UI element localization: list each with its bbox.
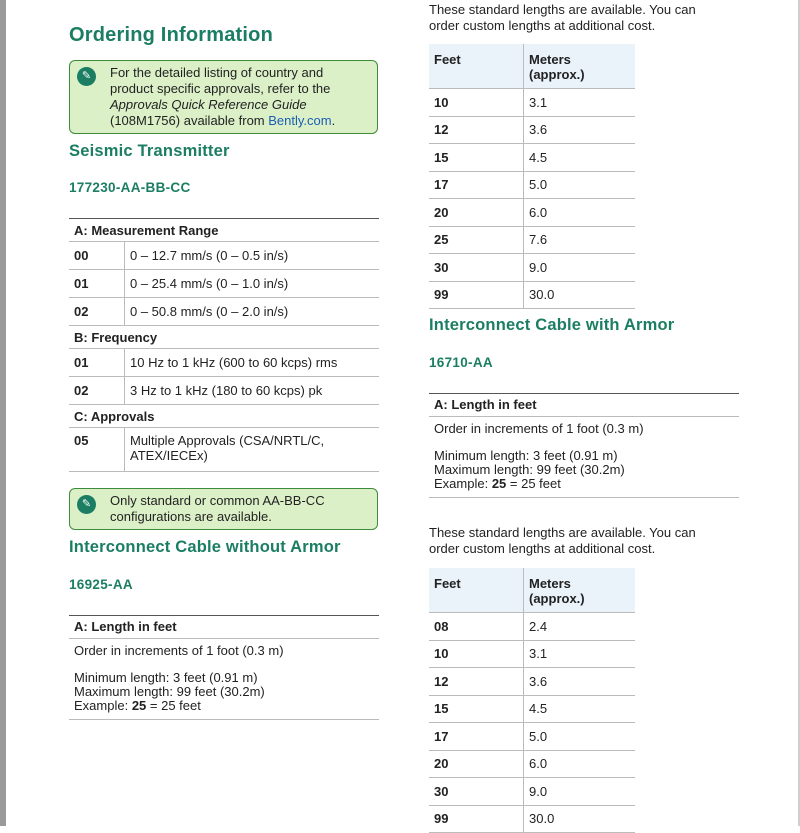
table-cell: 02 xyxy=(69,298,125,326)
page-left-edge xyxy=(0,0,6,826)
table-cell: 30 xyxy=(429,778,524,806)
cable-without-armor-title: Interconnect Cable without Armor xyxy=(69,538,341,556)
table-cell: 3.6 xyxy=(524,116,636,144)
seismic-transmitter-title: Seismic Transmitter xyxy=(69,142,230,160)
table-row xyxy=(429,750,635,778)
cable-without-armor-part-number: 16925-AA xyxy=(69,577,133,592)
table-cell: 3 Hz to 1 kHz (180 to 60 kcps) pk xyxy=(125,377,380,405)
table-cell: 0 – 12.7 mm/s (0 – 0.5 in/s) xyxy=(125,242,380,270)
table-row xyxy=(429,199,635,227)
table-row xyxy=(429,723,635,751)
table-cell: 08 xyxy=(429,613,524,641)
configuration-note-text: Only standard or common AA-BB-CC configurations are available. xyxy=(110,493,325,524)
cable-with-armor-part-number: 16710-AA xyxy=(429,355,493,370)
table-row xyxy=(429,613,635,641)
cable-with-armor-length-box: A: Length in feet Order in increments of 1 foot (0.3 m) Minimum length: 3 feet (0.91 m) Maximum length: 99 feet (30.2m) Example: 25 = 25 feet xyxy=(429,393,739,498)
table-cell: 02 xyxy=(69,377,125,405)
bently-link[interactable]: Bently.com xyxy=(268,113,332,128)
table-cell: 4.5 xyxy=(524,695,636,723)
measurement-range-header: A: Measurement Range xyxy=(69,219,379,242)
table-row xyxy=(429,668,635,696)
table-row xyxy=(429,226,635,254)
table-cell: 12 xyxy=(429,116,524,144)
pencil-icon: ✎ xyxy=(77,495,96,514)
table-row xyxy=(429,281,635,309)
table-cell: 0 – 25.4 mm/s (0 – 1.0 in/s) xyxy=(125,270,380,298)
table-cell: 3.6 xyxy=(524,668,636,696)
table-cell: 9.0 xyxy=(524,778,636,806)
table-cell: 6.0 xyxy=(524,199,636,227)
table-cell: 0 – 50.8 mm/s (0 – 2.0 in/s) xyxy=(125,298,380,326)
table-cell: 30 xyxy=(429,254,524,282)
table-cell: 5.0 xyxy=(524,723,636,751)
table-row xyxy=(429,254,635,282)
table-cell: 10 xyxy=(429,640,524,668)
table-cell: 00 xyxy=(69,242,125,270)
approvals-header: C: Approvals xyxy=(69,405,379,428)
table-row xyxy=(429,778,635,806)
table-cell: 99 xyxy=(429,281,524,309)
table-cell: 17 xyxy=(429,171,524,199)
approvals-note xyxy=(69,60,378,134)
pencil-icon: ✎ xyxy=(77,67,96,86)
feet-column-header: Feet xyxy=(429,568,524,613)
table-cell: 17 xyxy=(429,723,524,751)
table-row xyxy=(429,695,635,723)
table-cell: 10 Hz to 1 kHz (600 to 60 kcps) rms xyxy=(125,349,380,377)
table-cell: 01 xyxy=(69,349,125,377)
table-cell: 05 xyxy=(69,428,125,472)
table-row xyxy=(429,640,635,668)
table-cell: 7.6 xyxy=(524,226,636,254)
table-row xyxy=(69,270,379,298)
seismic-part-number: 177230-AA-BB-CC xyxy=(69,180,191,195)
page-title: Ordering Information xyxy=(69,24,273,46)
standard-lengths-intro-1: These standard lengths are available. You can order custom lengths at additional cost. xyxy=(429,2,696,33)
table-cell: 6.0 xyxy=(524,750,636,778)
table-cell: 2.4 xyxy=(524,613,636,641)
table-cell: 10 xyxy=(429,89,524,117)
table-cell: Multiple Approvals (CSA/NRTL/C, ATEX/IECEx) xyxy=(125,428,380,472)
table-cell: 12 xyxy=(429,668,524,696)
table-cell: 3.1 xyxy=(524,89,636,117)
standard-lengths-intro-2: These standard lengths are available. You can order custom lengths at additional cost. xyxy=(429,525,696,556)
table-row xyxy=(69,298,379,326)
table-row xyxy=(69,377,379,405)
table-cell: 15 xyxy=(429,695,524,723)
table-cell: 3.1 xyxy=(524,640,636,668)
table-row xyxy=(429,89,635,117)
table-row xyxy=(69,349,379,377)
table-cell: 5.0 xyxy=(524,171,636,199)
standard-lengths-table-2 xyxy=(429,568,635,833)
configuration-note xyxy=(69,488,378,530)
table-cell: 4.5 xyxy=(524,144,636,172)
table-row xyxy=(429,171,635,199)
approvals-note-text: For the detailed listing of country and product specific approvals, refer to the Approvals Quick Reference Guide (108M1756) available from Bently.com. xyxy=(110,65,336,128)
table-cell: 15 xyxy=(429,144,524,172)
table-row xyxy=(69,242,379,270)
standard-lengths-table-1 xyxy=(429,44,635,309)
meters-column-header: Meters (approx.) xyxy=(524,568,636,613)
table-cell: 20 xyxy=(429,750,524,778)
seismic-options-table xyxy=(69,218,379,472)
table-row xyxy=(429,116,635,144)
table-cell: 99 xyxy=(429,805,524,833)
table-cell: 30.0 xyxy=(524,281,636,309)
table-row xyxy=(429,805,635,833)
frequency-header: B: Frequency xyxy=(69,326,379,349)
table-row xyxy=(429,144,635,172)
meters-column-header: Meters (approx.) xyxy=(524,44,636,89)
table-row xyxy=(69,428,379,472)
cable-with-armor-title: Interconnect Cable with Armor xyxy=(429,316,675,334)
feet-column-header: Feet xyxy=(429,44,524,89)
table-cell: 25 xyxy=(429,226,524,254)
table-cell: 20 xyxy=(429,199,524,227)
table-cell: 01 xyxy=(69,270,125,298)
table-cell: 9.0 xyxy=(524,254,636,282)
table-cell: 30.0 xyxy=(524,805,636,833)
cable-without-armor-length-box: A: Length in feet Order in increments of 1 foot (0.3 m) Minimum length: 3 feet (0.91 m) Maximum length: 99 feet (30.2m) Example: 25 = 25 feet xyxy=(69,615,379,720)
